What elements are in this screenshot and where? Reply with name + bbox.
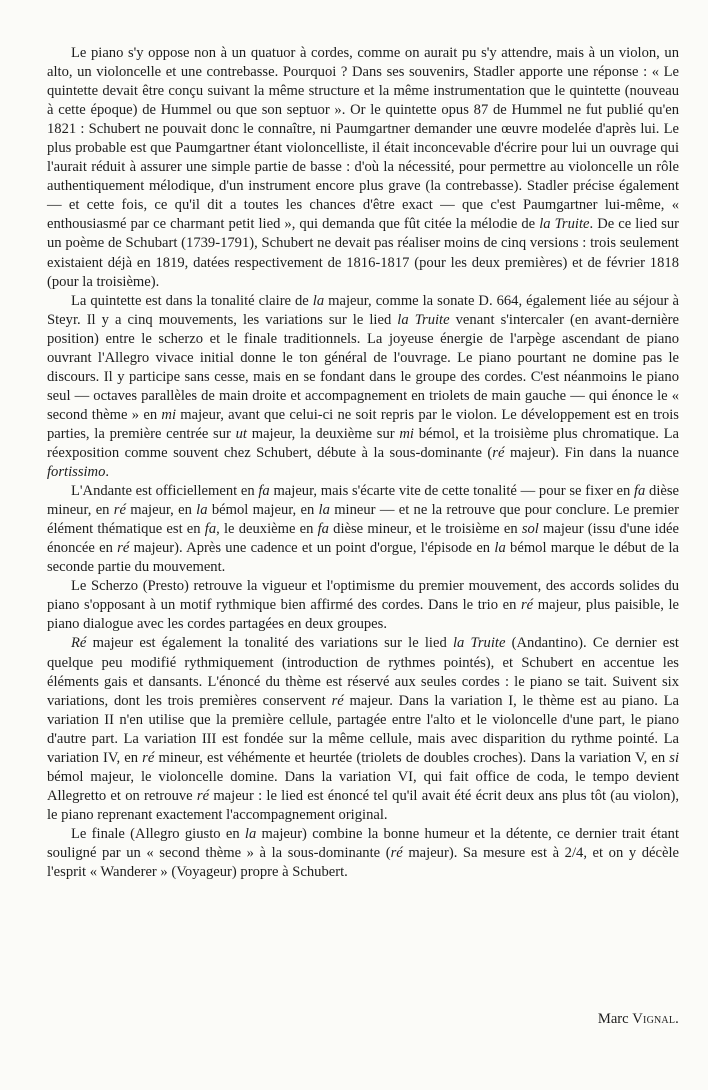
italic-text: la <box>312 292 325 309</box>
italic-text: fa <box>633 483 646 500</box>
text-run: majeur). Fin dans la nuance <box>504 444 679 461</box>
italic-text: ré <box>196 787 210 804</box>
text-run: majeur). Après une cadence et un point d'orgue, l'épisode en <box>129 540 495 557</box>
text-run: venant s'intercaler (en avant-dernière position) entre le scherzo et le finale traditionnels. La joyeuse énergie de l'arpège ascendant de piano ouvrant l'Allegro vivace initial donne le ton général de l'ouvrage. Le piano pourtant ne domine pas le discours. Il y participe sans cesse, mais en se fondant dans le groupe des cordes. C'est néanmoins le piano seul — octaves parallèles de main droite et accompagnement en triolets de main gauche — qui énonce le « second thème » en <box>47 311 679 423</box>
italic-text: la <box>196 502 208 519</box>
paragraph <box>47 292 679 482</box>
italic-text: la Truite <box>539 216 590 233</box>
text-run: bémol majeur, en <box>207 502 319 519</box>
text-run: majeur est également la tonalité des variations sur le lied <box>86 635 453 652</box>
text-run: bémol marque le début de la seconde partie du mouvement. <box>47 540 680 576</box>
italic-text: Ré <box>71 635 87 652</box>
paragraph <box>47 634 679 824</box>
text-run: majeur : le lied est énoncé tel qu'il avait été écrit deux ans plus tôt (au violon), le piano reprenant exactement l'accompagnement original. <box>47 787 679 823</box>
text-run: mineur — et ne la retrouve que pour conclure. Le premier élément thématique est en <box>47 502 679 538</box>
author-signature <box>598 1010 679 1029</box>
text-run: majeur, la deuxième sur <box>246 425 400 442</box>
italic-text: fortissimo <box>47 464 106 481</box>
italic-text: fa <box>204 521 217 538</box>
text-run: majeur, en <box>125 502 197 519</box>
italic-text: la Truite <box>397 311 450 328</box>
author-first-name: Marc <box>597 1011 629 1027</box>
italic-text: ré <box>331 692 344 709</box>
italic-text: ré <box>113 502 126 519</box>
italic-text: la <box>494 540 506 557</box>
italic-text: fa <box>317 521 329 538</box>
italic-text: la <box>318 502 330 519</box>
text-run: . <box>105 464 110 481</box>
author-last-name: Vignal. <box>632 1011 679 1027</box>
text-run: Le piano s'y oppose non à un quatuor à cordes, comme on aurait pu s'y attendre, mais à un violon, un alto, un violoncelle et une contrebasse. Pourquoi ? Dans ses souvenirs, Stadler apporte une réponse : « Le quintette devait être conçu suivant la même structure et la même instrumentation que le quintette (nouveau à cette époque) de Hummel ou que son septuor ». Or le quintette opus 87 de Hummel ne fut publié qu'en 1821 : Schubert ne pouvait donc le connaître, ni Paumgartner demander une œuvre modelée d'après lui. Le plus probable est que Paumgartner étant violoncelliste, il était inconcevable d'écrire pour lui un ouvrage qui l'aurait réduit à assurer une simple partie de basse : d'où la nécessité, pour permettre au violoncelle un rôle authentiquement mélodique, d'un instrument encore plus grave (la contrebasse). Stadler précise également — et cette fois, ce qu'il dit a toutes les chances d'être exact — que c'est Paumgartner lui-même, « enthousiasmé par ce charmant petit lied », qui demanda que fût citée la mélodie de <box>47 45 679 233</box>
italic-text: sol <box>521 521 539 538</box>
text-run: La quintette est dans la tonalité claire de <box>71 292 313 309</box>
text-run: majeur, plus paisible, le piano dialogue avec les cordes partagées en deux groupes. <box>47 597 679 633</box>
text-run: bémol majeur, le violoncelle domine. Dans la variation VI, qui fait office de coda, le tempo devient Allegretto et on retrouve <box>47 768 679 804</box>
text-run: majeur, avant que celui-ci ne soit repris par le violon. Le développement est en trois parties, la première centrée sur <box>47 406 679 442</box>
text-run: dièse mineur, et le troisième en <box>328 521 522 538</box>
text-run: , le deuxième en <box>216 521 318 538</box>
italic-text: ré <box>520 597 534 614</box>
text-run: Le finale (Allegro giusto en <box>71 825 245 842</box>
italic-text: fa <box>258 483 270 500</box>
article-body <box>47 44 679 882</box>
italic-text: si <box>669 749 679 766</box>
italic-text: ut <box>235 425 247 442</box>
text-run: majeur, comme la sonate D. 664, également liée au séjour à Steyr. Il y a cinq mouvements, les variations sur le lied <box>47 292 679 328</box>
italic-text: mi <box>399 425 414 442</box>
italic-text: ré <box>390 844 403 861</box>
italic-text: la Truite <box>452 635 506 652</box>
text-run: (Andantino). Ce dernier est quelque peu modifié rythmiquement (introduction de rythmes pointés), et Schubert en accentue les éléments gais et dansants. L'énoncé du thème est réservé aux seules cordes : le piano se tait. Suivent six variations, dont les trois premières conservent <box>47 635 679 709</box>
italic-text: ré <box>492 444 505 461</box>
text-run: bémol, et la troisième plus chromatique. La réexposition comme souvent chez Schubert, débute à la sous-dominante ( <box>47 425 680 461</box>
italic-text: la <box>244 825 257 842</box>
paragraphs-container <box>47 44 679 882</box>
paragraph <box>47 482 679 577</box>
text-run: majeur) combine la bonne humeur et la détente, ce dernier trait étant souligné par un « second thème » à la sous-dominante ( <box>47 825 679 861</box>
paragraph <box>47 44 679 292</box>
text-run: majeur, mais s'écarte vite de cette tonalité — pour se fixer en <box>269 483 634 500</box>
text-run: L'Andante est officiellement en <box>71 483 259 500</box>
paragraph <box>47 825 679 882</box>
text-run: majeur. Dans la variation I, le thème est au piano. La variation II n'en utilise que la première cellule, partagée entre l'alto et le violoncelle d'une part, le piano d'autre part. La variation III est fondée sur la même cellule, mais avec disparition du rythme pointé. La variation IV, en <box>47 692 679 766</box>
text-run: Le Scherzo (Presto) retrouve la vigueur et l'optimisme du premier mouvement, des accords solides du piano s'opposant à un motif rythmique bien affirmé des cordes. Dans le trio en <box>47 578 679 614</box>
italic-text: ré <box>117 540 130 557</box>
italic-text: mi <box>161 406 176 423</box>
text-run: mineur, est véhémente et heurtée (triolets de doubles croches). Dans la variation V, en <box>154 749 670 766</box>
text-run: majeur (issu d'une idée énoncée en <box>47 521 679 557</box>
text-run: majeur). Sa mesure est à 2/4, et on y décèle l'esprit « Wanderer » (Voyageur) propre à Schubert. <box>47 844 679 881</box>
paragraph <box>47 577 679 634</box>
italic-text: ré <box>142 749 155 766</box>
text-run: dièse mineur, en <box>47 483 680 519</box>
text-run: . De ce lied sur un poème de Schubart (1739-1791), Schubert ne devait pas réaliser moins de cinq versions : trois seulement existaient déjà en 1819, datées respectivement de 1816-1817 (pour les deux premières) et de février 1818 (pour la troisième). <box>47 216 680 290</box>
